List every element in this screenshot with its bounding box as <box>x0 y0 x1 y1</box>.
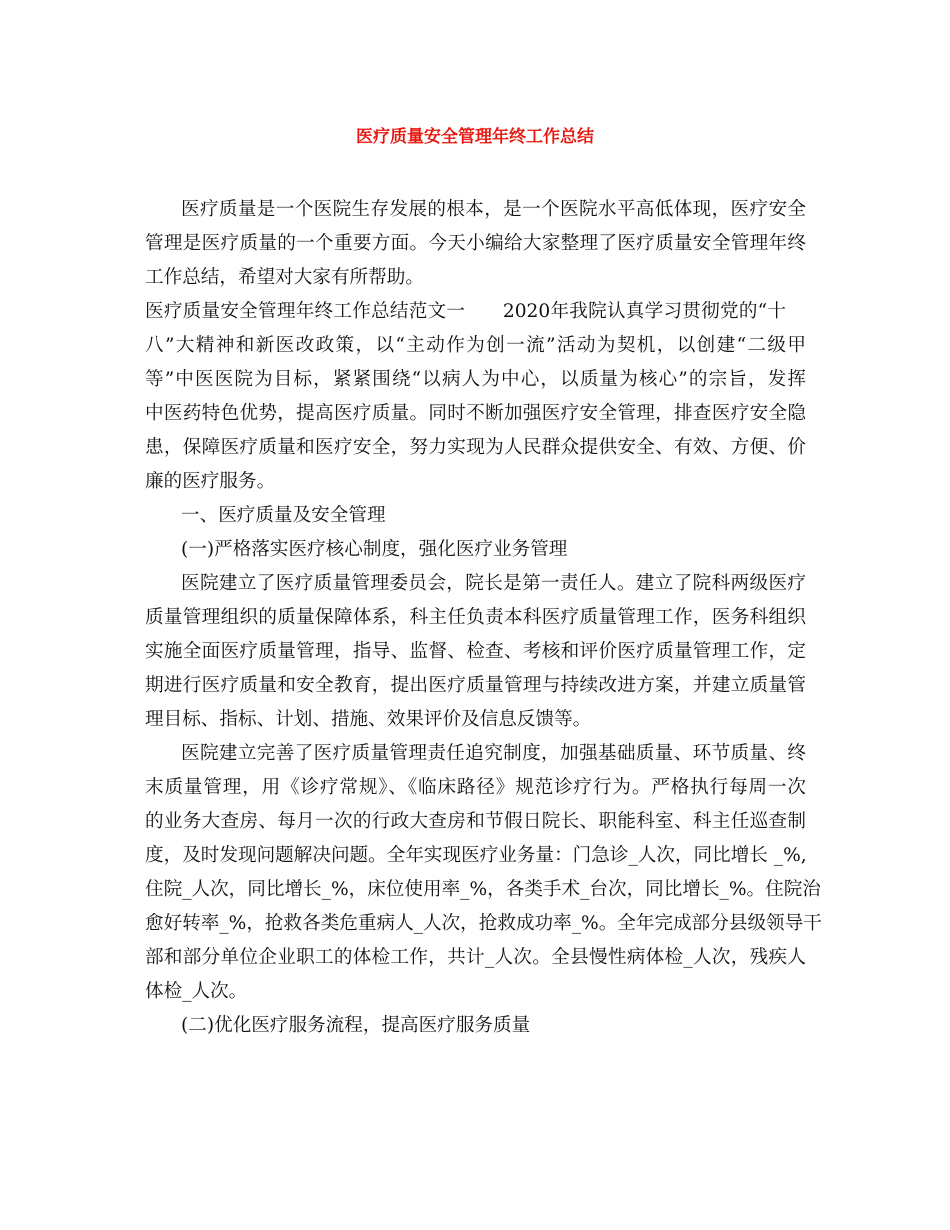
paragraph-line: 等”中医医院为目标，紧紧围绕“以病人为中心，以质量为核心”的宗旨，发挥 <box>145 369 806 390</box>
paragraph-line: 质量管理组织的质量保障体系，科主任负责本科医疗质量管理工作，医务科组织 <box>145 607 806 628</box>
paragraph-line: 期进行医疗质量和安全教育，提出医疗质量管理与持续改进方案，并建立质量管 <box>145 675 806 696</box>
paragraph-line: 中医药特色优势，提高医疗质量。同时不断加强医疗安全管理，排查医疗安全隐 <box>145 403 806 424</box>
paragraph-line: 住院_人次，同比增长_%，床位使用率_%，各类手术_台次，同比增长_%。住院治 <box>145 879 821 900</box>
paragraph-line: 体检_人次。 <box>145 981 248 1002</box>
paragraph-line: 医院建立了医疗质量管理委员会，院长是第一责任人。建立了院科两级医疗 <box>181 573 806 594</box>
paragraph-line: 医疗质量安全管理年终工作总结范文一 2020年我院认真学习贯彻党的“十 <box>145 301 786 322</box>
paragraph-line: 医疗质量是一个医院生存发展的根本，是一个医院水平高低体现，医疗安全 <box>181 199 806 220</box>
paragraph-line: 实施全面医疗质量管理，指导、监督、检查、考核和评价医疗质量管理工作，定 <box>145 641 806 662</box>
paragraph-line: 廉的医疗服务。 <box>145 471 276 492</box>
subsection-heading: (一)严格落实医疗核心制度，强化医疗业务管理 <box>181 539 568 560</box>
paragraph-line: 管理是医疗质量的一个重要方面。今天小编给大家整理了医疗质量安全管理年终 <box>145 233 806 254</box>
paragraph-line: 部和部分单位企业职工的体检工作，共计_人次。全县慢性病体检_人次，残疾人 <box>145 947 806 968</box>
paragraph-line: 八”大精神和新医改政策，以“主动作为创一流”活动为契机，以创建“二级甲 <box>145 335 806 356</box>
section-heading: 一、医疗质量及安全管理 <box>181 505 386 526</box>
paragraph-line: 愈好转率_%，抢救各类危重病人_人次，抢救成功率_%。全年完成部分县级领导干 <box>145 913 822 934</box>
paragraph-line: 工作总结，希望对大家有所帮助。 <box>145 267 424 288</box>
paragraph-line: 度，及时发现问题解决问题。全年实现医疗业务量：门急诊_人次，同比增长 _%, <box>145 845 807 866</box>
paragraph-line: 末质量管理，用《诊疗常规》、《临床路径》规范诊疗行为。严格执行每周一次 <box>145 777 806 798</box>
subsection-heading: (二)优化医疗服务流程，提高医疗服务质量 <box>181 1015 531 1036</box>
document-title: 医疗质量安全管理年终工作总结 <box>356 127 594 147</box>
paragraph-line: 医院建立完善了医疗质量管理责任追究制度，加强基础质量、环节质量、终 <box>181 743 806 764</box>
paragraph-line: 的业务大查房、每月一次的行政大查房和节假日院长、职能科室、科主任巡查制 <box>145 811 806 832</box>
paragraph-line: 理目标、指标、计划、措施、效果评价及信息反馈等。 <box>145 709 592 730</box>
paragraph-line: 患，保障医疗质量和医疗安全，努力实现为人民群众提供安全、有效、方便、价 <box>145 437 806 458</box>
